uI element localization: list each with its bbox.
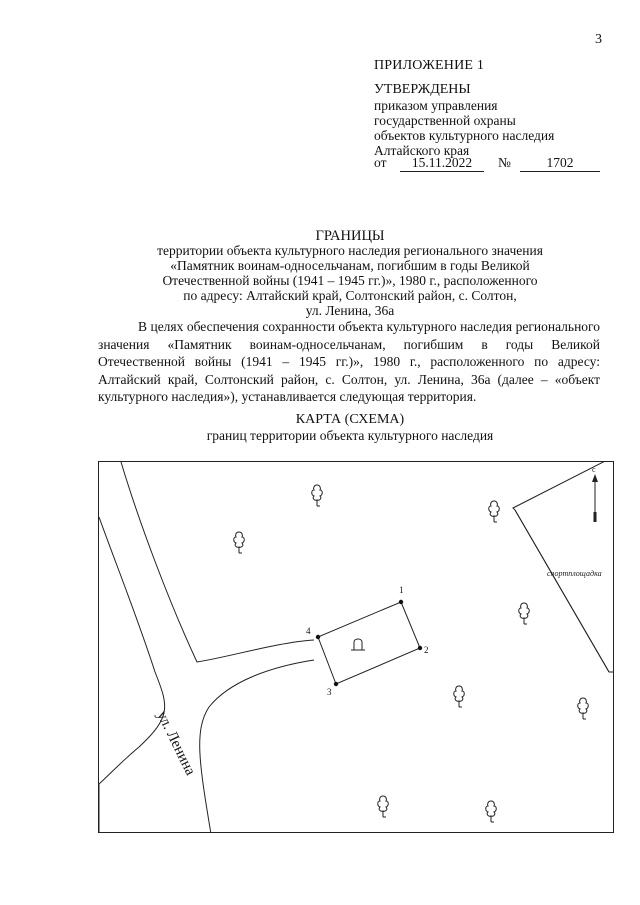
map-heading: КАРТА (СХЕМА) — [295, 412, 405, 427]
title-line: территории объекта культурного наследия регионального значения — [157, 243, 543, 258]
boundary-point — [316, 635, 320, 639]
tree-icon — [486, 801, 497, 822]
boundary-point — [418, 646, 422, 650]
approved-line: приказом управления — [374, 98, 498, 113]
map-frame — [98, 461, 614, 833]
north-label: с — [592, 465, 596, 474]
approved-line: Алтайского края — [374, 143, 470, 158]
street-label: ул. Ленина — [153, 708, 199, 779]
document-title: ГРАНИЦЫ — [315, 228, 385, 244]
map-subheading: границ территории объекта культурного наследия — [206, 428, 494, 443]
boundary-point — [399, 600, 403, 604]
order-date-row — [374, 155, 604, 175]
tree-icon — [578, 698, 589, 719]
title-line: ул. Ленина, 36а — [305, 303, 395, 318]
monument-icon — [351, 639, 365, 650]
street-road — [99, 462, 314, 833]
page-number: 3 — [595, 32, 602, 47]
point-label-1: 1 — [399, 585, 404, 595]
boundary-point — [334, 682, 338, 686]
body-paragraph: В целях обеспечения сохранности объекта культурного наследия регионального значения «Памятник воинам-односельчанам, погибшим в годы Великой Отечественной войны (1941 – 1945 гг.)», 1980 г., расположенного по адресу: Алтайский край, Солтонский район, с. Солтон, ул. Ленина, 36а (далее – «объект культурного наследия»), устанавливается следующая территория. — [98, 319, 600, 404]
sports-ground-edge — [515, 510, 609, 672]
approved-heading: УТВЕРЖДЕНЫ — [374, 82, 471, 97]
map-drawing — [99, 462, 614, 833]
tree-icon — [454, 686, 465, 707]
tree-icon — [234, 532, 245, 553]
sports-ground — [513, 462, 614, 672]
tree-icon — [312, 485, 323, 506]
point-label-2: 2 — [424, 645, 429, 655]
title-line: Отечественной войны (1941 – 1945 гг.)», 1980 г., расположенного — [162, 273, 538, 288]
territory-boundary — [318, 602, 420, 684]
approved-line: объектов культурного наследия — [374, 128, 555, 143]
tree-icon — [519, 603, 530, 624]
number-prefix: № — [498, 155, 511, 170]
approved-line: государственной охраны — [374, 113, 516, 128]
point-label-4: 4 — [306, 626, 311, 636]
title-line: «Памятник воинам-односельчанам, погибшим в годы Великой — [170, 258, 530, 273]
title-line: по адресу: Алтайский край, Солтонский район, с. Солтон, — [183, 288, 517, 303]
tree-icon — [378, 796, 389, 817]
point-label-3: 3 — [327, 687, 332, 697]
sports-ground-label: спортплощадка — [547, 569, 602, 578]
order-number: 1702 — [520, 155, 600, 172]
appendix-label: ПРИЛОЖЕНИЕ 1 — [374, 58, 485, 73]
order-date: 15.11.2022 — [400, 155, 484, 172]
north-arrow-icon — [592, 474, 598, 522]
date-prefix: от — [374, 155, 387, 170]
tree-icon — [489, 501, 500, 522]
